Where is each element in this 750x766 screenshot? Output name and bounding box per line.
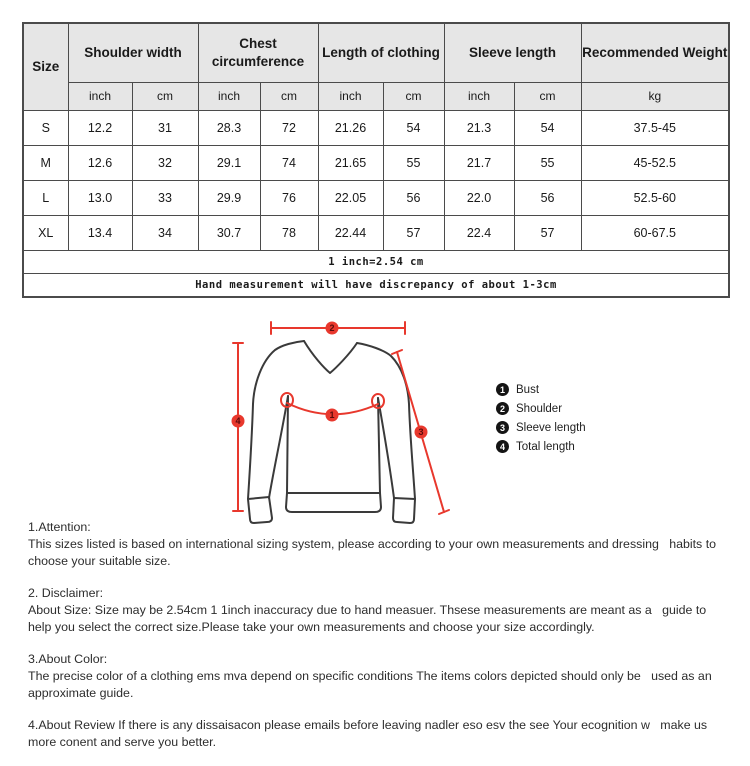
- legend-label: Shoulder: [516, 402, 563, 415]
- value-cell: 30.7: [198, 215, 260, 250]
- unit-header: inch: [444, 82, 514, 110]
- note-heading: 2. Disclaimer:: [28, 586, 104, 600]
- legend-label: Bust: [516, 383, 540, 396]
- table-row: [23, 145, 729, 180]
- size-table: [22, 22, 730, 298]
- legend-item: [496, 437, 586, 456]
- table-row: [23, 110, 729, 145]
- value-cell: 29.1: [198, 145, 260, 180]
- value-cell: 55: [383, 145, 444, 180]
- value-cell: 33: [132, 180, 198, 215]
- size-cell: S: [23, 110, 68, 145]
- table-row: [23, 180, 729, 215]
- value-cell: 21.3: [444, 110, 514, 145]
- hand-measurement-note: Hand measurement will have discrepancy of about 1-3cm: [23, 273, 729, 297]
- table-footer-row: [23, 273, 729, 297]
- value-cell: 34: [132, 215, 198, 250]
- value-cell: 54: [514, 110, 581, 145]
- value-cell: 21.7: [444, 145, 514, 180]
- value-cell: 72: [260, 110, 318, 145]
- column-header-chest-circumference: Chest circumference: [198, 23, 318, 82]
- column-header-shoulder-width: Shoulder width: [68, 23, 198, 82]
- value-cell: 13.0: [68, 180, 132, 215]
- value-cell: 12.2: [68, 110, 132, 145]
- unit-header: kg: [581, 82, 729, 110]
- column-header-recommended-weight: Recommended Weight: [581, 23, 729, 82]
- sweater-outline-drawing: [248, 341, 415, 523]
- legend-item: [496, 418, 586, 437]
- unit-header: inch: [198, 82, 260, 110]
- legend-number-bullet: 3: [496, 421, 509, 434]
- value-cell: 74: [260, 145, 318, 180]
- value-cell: 56: [383, 180, 444, 215]
- value-cell: 60-67.5: [581, 215, 729, 250]
- sweater-measurement-diagram: [224, 308, 496, 528]
- legend-item: [496, 399, 586, 418]
- legend-number-bullet: 2: [496, 402, 509, 415]
- marker-sleeve-number: 3: [418, 427, 424, 438]
- size-cell: M: [23, 145, 68, 180]
- note-section: [28, 717, 733, 751]
- value-cell: 13.4: [68, 215, 132, 250]
- marker-total-length-number: 4: [235, 416, 241, 427]
- note-section: [28, 519, 733, 570]
- unit-header: cm: [383, 82, 444, 110]
- table-row: [23, 215, 729, 250]
- value-cell: 37.5-45: [581, 110, 729, 145]
- value-cell: 31: [132, 110, 198, 145]
- value-cell: 22.4: [444, 215, 514, 250]
- table-units-row: [23, 82, 729, 110]
- value-cell: 21.65: [318, 145, 383, 180]
- unit-header: cm: [514, 82, 581, 110]
- value-cell: 32: [132, 145, 198, 180]
- value-cell: 57: [514, 215, 581, 250]
- size-cell: XL: [23, 215, 68, 250]
- value-cell: 78: [260, 215, 318, 250]
- inch-conversion-note: 1 inch=2.54 cm: [23, 250, 729, 273]
- value-cell: 22.0: [444, 180, 514, 215]
- value-cell: 12.6: [68, 145, 132, 180]
- column-header-length-of-clothing: Length of clothing: [318, 23, 444, 82]
- legend-label: Sleeve length: [516, 421, 586, 434]
- note-body: 4.About Review If there is any dissaisacon please emails before leaving nadler eso esv the see Your ecognition w make us more conent and serve you better.: [28, 718, 711, 749]
- legend-number-bullet: 1: [496, 383, 509, 396]
- legend-item: [496, 380, 586, 399]
- unit-header: cm: [132, 82, 198, 110]
- marker-bust-number: 1: [329, 410, 335, 421]
- value-cell: 45-52.5: [581, 145, 729, 180]
- legend-label: Total length: [516, 440, 575, 453]
- measurement-legend: [496, 380, 586, 456]
- note-body: This sizes listed is based on international sizing system, please according to your own measurements and dressing habits to choose your suitable size.: [28, 537, 720, 568]
- unit-header: inch: [318, 82, 383, 110]
- unit-header: inch: [68, 82, 132, 110]
- note-section: [28, 585, 733, 636]
- column-header-size: Size: [23, 23, 68, 110]
- value-cell: 52.5-60: [581, 180, 729, 215]
- marker-shoulder-number: 2: [329, 323, 335, 334]
- value-cell: 56: [514, 180, 581, 215]
- value-cell: 28.3: [198, 110, 260, 145]
- value-cell: 57: [383, 215, 444, 250]
- note-body: The precise color of a clothing ems mva depend on specific conditions The items colors depicted should only be used as an approximate guide.: [28, 669, 716, 700]
- value-cell: 29.9: [198, 180, 260, 215]
- column-header-sleeve-length: Sleeve length: [444, 23, 581, 82]
- value-cell: 54: [383, 110, 444, 145]
- note-heading: 3.About Color:: [28, 652, 108, 666]
- value-cell: 76: [260, 180, 318, 215]
- notes-sections: [28, 519, 733, 766]
- note-heading: 1.Attention:: [28, 520, 91, 534]
- measurement-markers: [232, 322, 428, 439]
- size-cell: L: [23, 180, 68, 215]
- legend-number-bullet: 4: [496, 440, 509, 453]
- table-header-row: [23, 23, 729, 82]
- note-body: About Size: Size may be 2.54cm 1 1inch inaccuracy due to hand measuer. Thsese measurements are meant as a guide to help you select the correct size.Please take your own measurements and choose your size accordingly.: [28, 603, 710, 634]
- value-cell: 21.26: [318, 110, 383, 145]
- value-cell: 55: [514, 145, 581, 180]
- value-cell: 22.05: [318, 180, 383, 215]
- value-cell: 22.44: [318, 215, 383, 250]
- note-section: [28, 651, 733, 702]
- table-footer-row: [23, 250, 729, 273]
- measurement-lines: [233, 322, 449, 514]
- unit-header: cm: [260, 82, 318, 110]
